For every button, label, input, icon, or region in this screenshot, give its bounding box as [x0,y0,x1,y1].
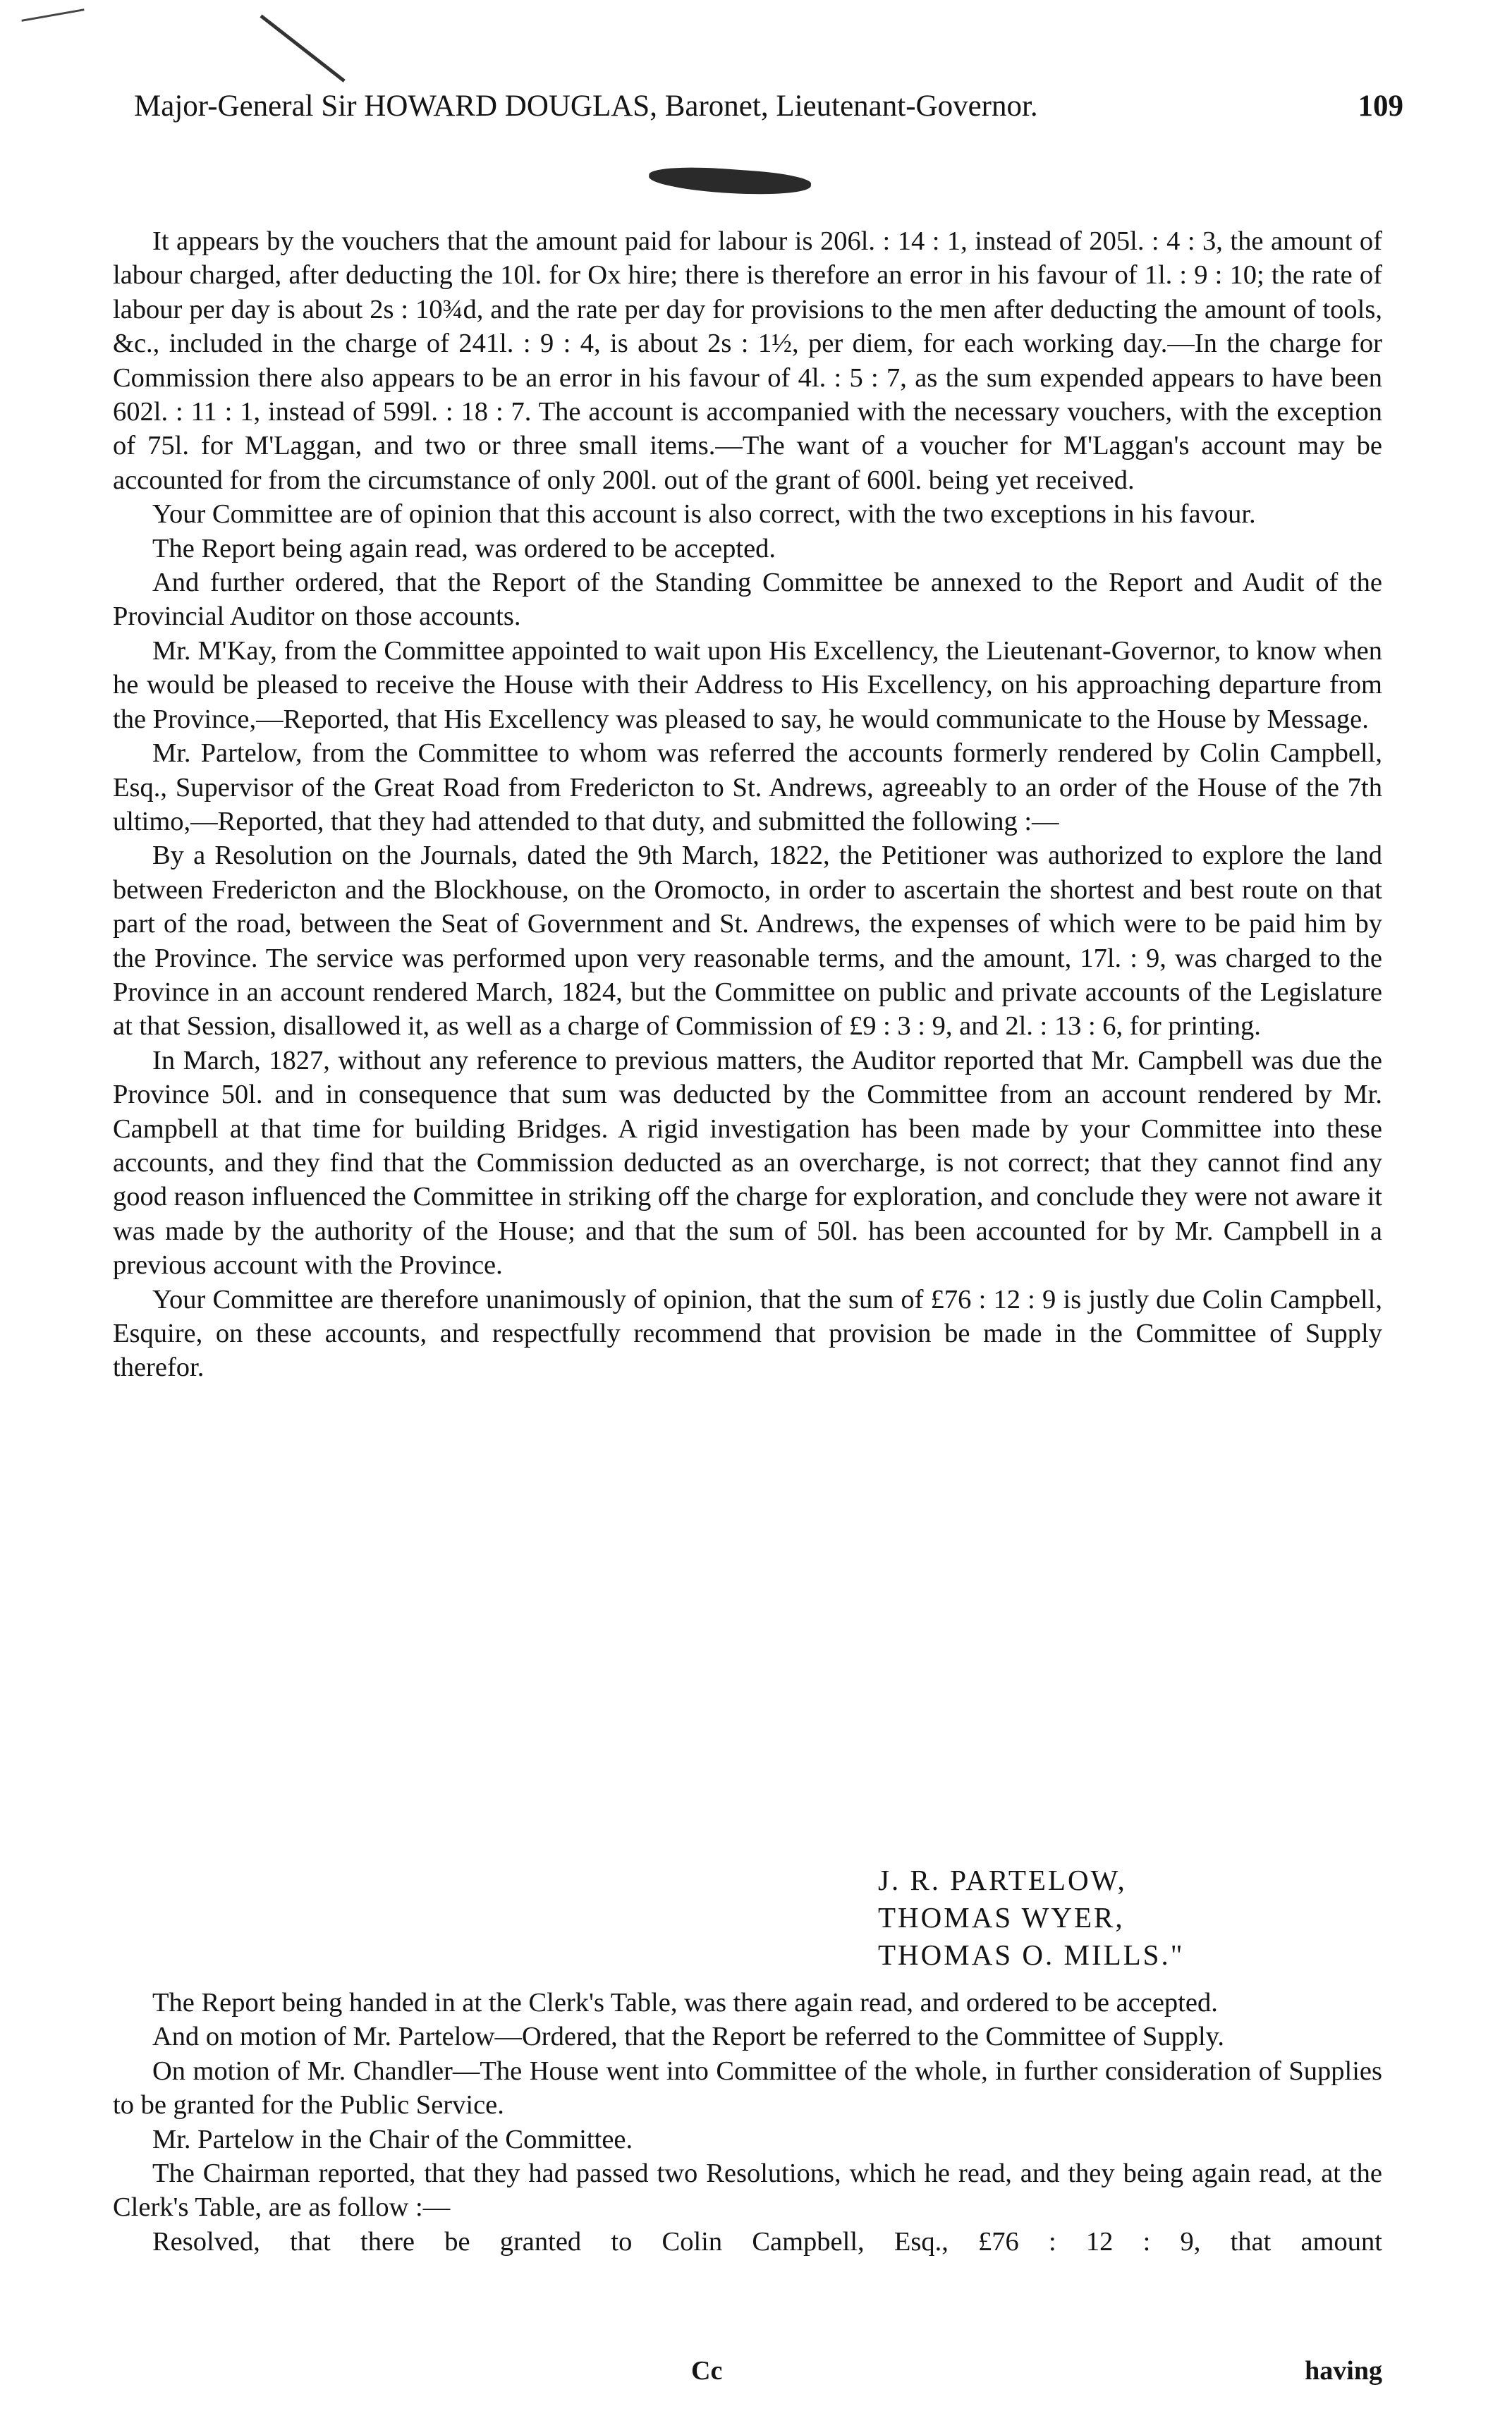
pen-scratch-mark-corner [21,8,84,22]
paragraph-resolved: Resolved, that there be granted to Colin Campbell, Esq., £76 : 12 : 9, that amount [152,2226,1382,2257]
signatory-wyer: THOMAS WYER, [878,1901,1125,1934]
running-title: Major-General Sir HOWARD DOUGLAS, Baronet, Lieutenant-Governor. [134,90,1038,123]
paragraph-mckay: Mr. M'Kay, from the Committee appointed to wait upon His Excellency, the Lieutenant-Governor, to know when he would be pleased to receive the House with their Address to His Excellency, on his approaching departure from the Province,—Reported, that His Excellency was pleased to say, he would communicate to the House by Message. [113,635,1382,734]
signatory-partelow: J. R. PARTELOW, [878,1864,1127,1896]
paragraph-motion-chandler: On motion of Mr. Chandler—The House went into Committee of the whole, in further consideration of Supplies to be granted for the Public Service. [113,2056,1382,2120]
paragraph-vouchers: It appears by the vouchers that the amount paid for labour is 206l. : 14 : 1, instead of 205l. : 4 : 3, the amount of labour charged, after deducting the 10l. for Ox hire; there is therefore an error in his favour of 1l. : 9 : 10; the rate of labour per day is about 2s : 10¾d, and the rate per day for provisions to the men after deducting the amount of tools, &c., included in the charge of 241l. : 9 : 4, is about 2s : 1½, per diem, for each working day.—In the charge for Commission there also appears to be an error in his favour of 4l. : 5 : 7, as the sum expended appears to have been 602l. : 11 : 1, instead of 599l. : 18 : 7. The account is accompanied with the necessary vouchers, with the exception of 75l. for M'Laggan, and two or three small items.—The want of a voucher for M'Laggan's account may be accounted for from the circumstance of only 200l. out of the grant of 600l. being yet received. [113,226,1382,495]
page-footer [113,2355,1382,2398]
paragraph-unanimous-opinion: Your Committee are therefore unanimously of opinion, that the sum of £76 : 12 : 9 is justly due Colin Campbell, Esquire, on these accounts, and respectfully recommend that provision be made in the Committee of Supply therefor. [113,1284,1382,1383]
paragraph-partelow: Mr. Partelow, from the Committee to whom was referred the accounts formerly rendered by Colin Campbell, Esq., Supervisor of the Great Road from Fredericton to St. Andrews, agreeably to an order of the House of the 7th ultimo,—Reported, that they had attended to that duty, and submitted the following :— [113,738,1382,836]
paragraph-chairman-reported: The Chairman reported, that they had passed two Resolutions, which he read, and they being again read, at the Clerk's Table, are as follow :— [113,2159,1382,2223]
report-body [113,224,1382,1385]
proceedings-body [113,1986,1382,2259]
paragraph-resolution: By a Resolution on the Journals, dated the 9th March, 1822, the Petitioner was authorized to explore the land between Fredericton and the Blockhouse, on the Oromocto, in order to ascertain the shortest and best route on that part of the road, between the Seat of Government and St. Andrews, the expenses of which were to be paid him by the Province. The service was performed upon very reasonable terms, and the amount, 17l. : 9, was charged to the Province in an account rendered March, 1824, but the Committee on public and private accounts of the Legislature at that Session, disallowed it, as well as a charge of Commission of £9 : 3 : 9, and 2l. : 13 : 6, for printing. [113,841,1382,1042]
ink-smudge [648,164,812,199]
paragraph-further-ordered: And further ordered, that the Report of the Standing Committee be annexed to the Report and Audit of the Provincial Auditor on those accounts. [113,568,1382,632]
paragraph-march-1827: In March, 1827, without any reference to previous matters, the Auditor reported that Mr. Campbell was due the Province 50l. and in consequence that sum was deducted by the Committee from an account rendered by Mr. Campbell at that time for building Bridges. A rigid investigation has been made by your Committee into these accounts, and they find that the Commission deducted as an overcharge, is not correct; that they cannot find any good reason influenced the Committee in striking off the charge for exploration, and conclude they were not aware it was made by the authority of the House; and that the sum of 50l. has been accounted for by Mr. Campbell in a previous account with the Province. [113,1045,1383,1281]
paragraph-chair: Mr. Partelow in the Chair of the Committee. [152,2124,633,2154]
signatory-mills: THOMAS O. MILLS." [878,1939,1185,1971]
signature-block [878,1862,1184,1974]
page-number: 109 [1358,90,1403,123]
signature-mark: Cc [691,2356,723,2386]
running-header [134,78,1403,134]
paragraph-report-handed-in: The Report being handed in at the Clerk's Table, was there again read, and ordered to be accepted. [152,1988,1218,2018]
catchword: having [1305,2356,1382,2386]
paragraph-committee-opinion: Your Committee are of opinion that this account is also correct, with the two exceptions in his favour. [152,499,1256,530]
paragraph-report-accepted: The Report being again read, was ordered to be accepted. [152,533,776,563]
paragraph-motion-partelow: And on motion of Mr. Partelow—Ordered, that the Report be referred to the Committee of Supply. [152,2022,1225,2052]
pen-scratch-mark [260,15,345,83]
